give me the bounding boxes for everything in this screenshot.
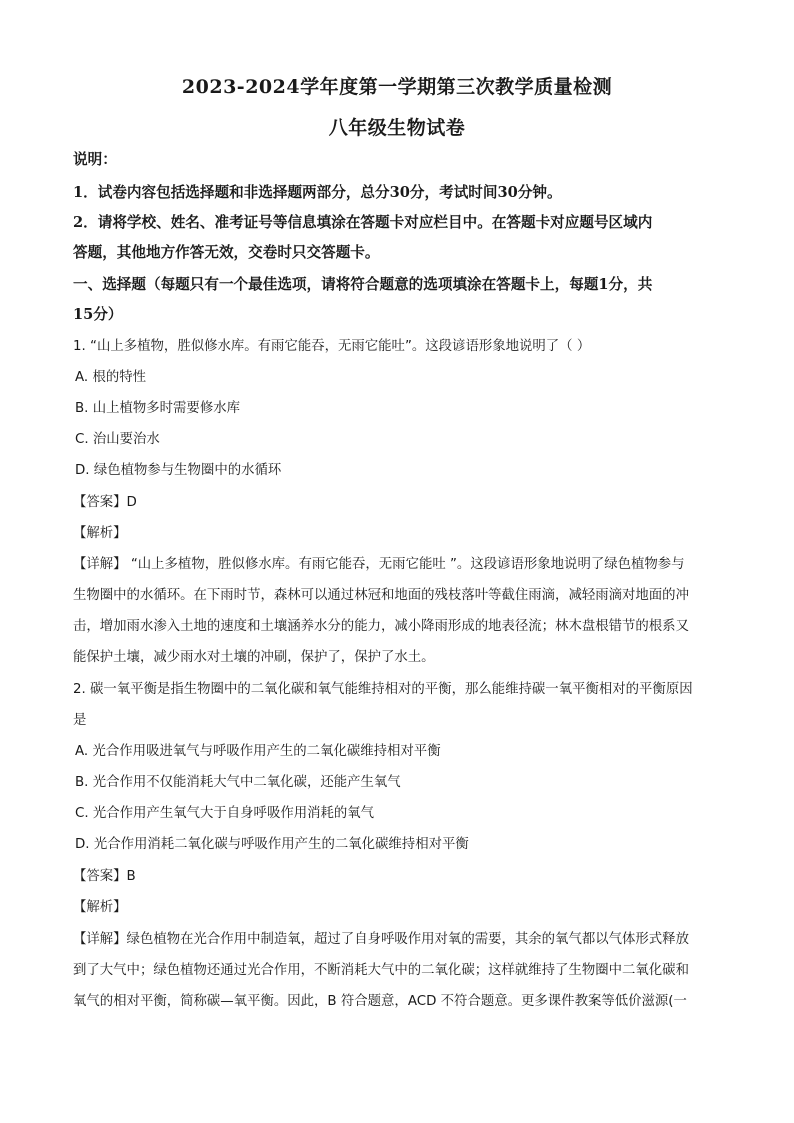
question-2-option-b: B. 光合作用不仅能消耗大气中二氧化碳，还能产生氧气 xyxy=(75,775,401,790)
section-heading-line-1: 一、选择题（每题只有一个最佳选项，请将符合题意的选项填涂在答题卡上，每题1分，共 xyxy=(73,276,653,293)
question-2-detail-line-3: 氧气的相对平衡，简称碳—氧平衡。因此，B 符合题意，ACD 不符合题意。更多课件教案等低价滋源(一 xyxy=(73,994,687,1009)
page-subtitle: 八年级生物试卷 xyxy=(328,117,466,139)
instructions-heading: 说明： xyxy=(73,151,117,168)
question-2-detail-line-2: 到了大气中；绿色植物还通过光合作用，不断消耗大气中的二氧化碳；这样就维持了生物圈中二氧化碳和 xyxy=(73,963,689,978)
page-title: 2023-2024学年度第一学期第三次教学质量检测 xyxy=(181,76,613,98)
question-2-option-d: D. 光合作用消耗二氧化碳与呼吸作用产生的二氧化碳维持相对平衡 xyxy=(75,837,469,852)
question-2-option-a: A. 光合作用吸进氧气与呼吸作用产生的二氧化碳维持相对平衡 xyxy=(75,744,441,759)
question-1-detail-line-4: 能保护土壤，减少雨水对土壤的冲刷，保护了，保护了水土。 xyxy=(73,650,435,665)
question-2-detail-line-1: 【详解】绿色植物在光合作用中制造氧，超过了自身呼吸作用对氧的需要，其余的氧气都以气体形式释放 xyxy=(73,932,689,947)
question-1-option-b: B. 山上植物多时需要修水库 xyxy=(75,401,240,416)
section-heading-line-2: 15分） xyxy=(73,306,123,323)
question-2-analysis-label: 【解析】 xyxy=(73,900,127,915)
instruction-item-1: 1．试卷内容包括选择题和非选择题两部分，总分30分，考试时间30分钟。 xyxy=(73,184,562,201)
question-1-analysis-label: 【解析】 xyxy=(73,526,127,541)
question-1-option-c: C. 治山要治水 xyxy=(75,432,160,447)
question-1-option-a: A. 根的特性 xyxy=(75,370,146,385)
question-1-detail-line-3: 击，增加雨水渗入土地的速度和土壤涵养水分的能力，减小降雨形成的地表径流；林木盘根错节的根系又 xyxy=(73,619,689,634)
question-2-stem-line-1: 2. 碳一氧平衡是指生物圈中的二氧化碳和氧气能维持相对的平衡，那么能维持碳一氧平衡相对的平衡原因 xyxy=(73,682,693,697)
question-1-detail-line-2: 生物圈中的水循环。在下雨时节，森林可以通过林冠和地面的残枝落叶等截住雨滴，减轻雨滴对地面的冲 xyxy=(73,588,689,603)
question-2-option-c: C. 光合作用产生氧气大于自身呼吸作用消耗的氧气 xyxy=(75,806,375,821)
instruction-item-2-line-2: 答题，其他地方作答无效，交卷时只交答题卡。 xyxy=(73,244,380,261)
question-2-stem-line-2: 是 xyxy=(73,713,87,728)
question-1-stem: 1. “山上多植物，胜似修水库。有雨它能吞，无雨它能吐”。这段谚语形象地说明了（ ） xyxy=(73,339,591,354)
question-1-option-d: D. 绿色植物参与生物圈中的水循环 xyxy=(75,463,282,478)
question-1-answer: 【答案】D xyxy=(73,495,137,510)
instruction-item-2-line-1: 2．请将学校、姓名、准考证号等信息填涂在答题卡对应栏目中。在答题卡对应题号区域内 xyxy=(73,214,653,231)
question-1-detail-line-1: 【详解】 “山上多植物，胜似修水库。有雨它能吞，无雨它能吐 ”。这段谚语形象地说明了绿色植物参与 xyxy=(73,557,685,572)
question-2-answer: 【答案】B xyxy=(73,869,136,884)
